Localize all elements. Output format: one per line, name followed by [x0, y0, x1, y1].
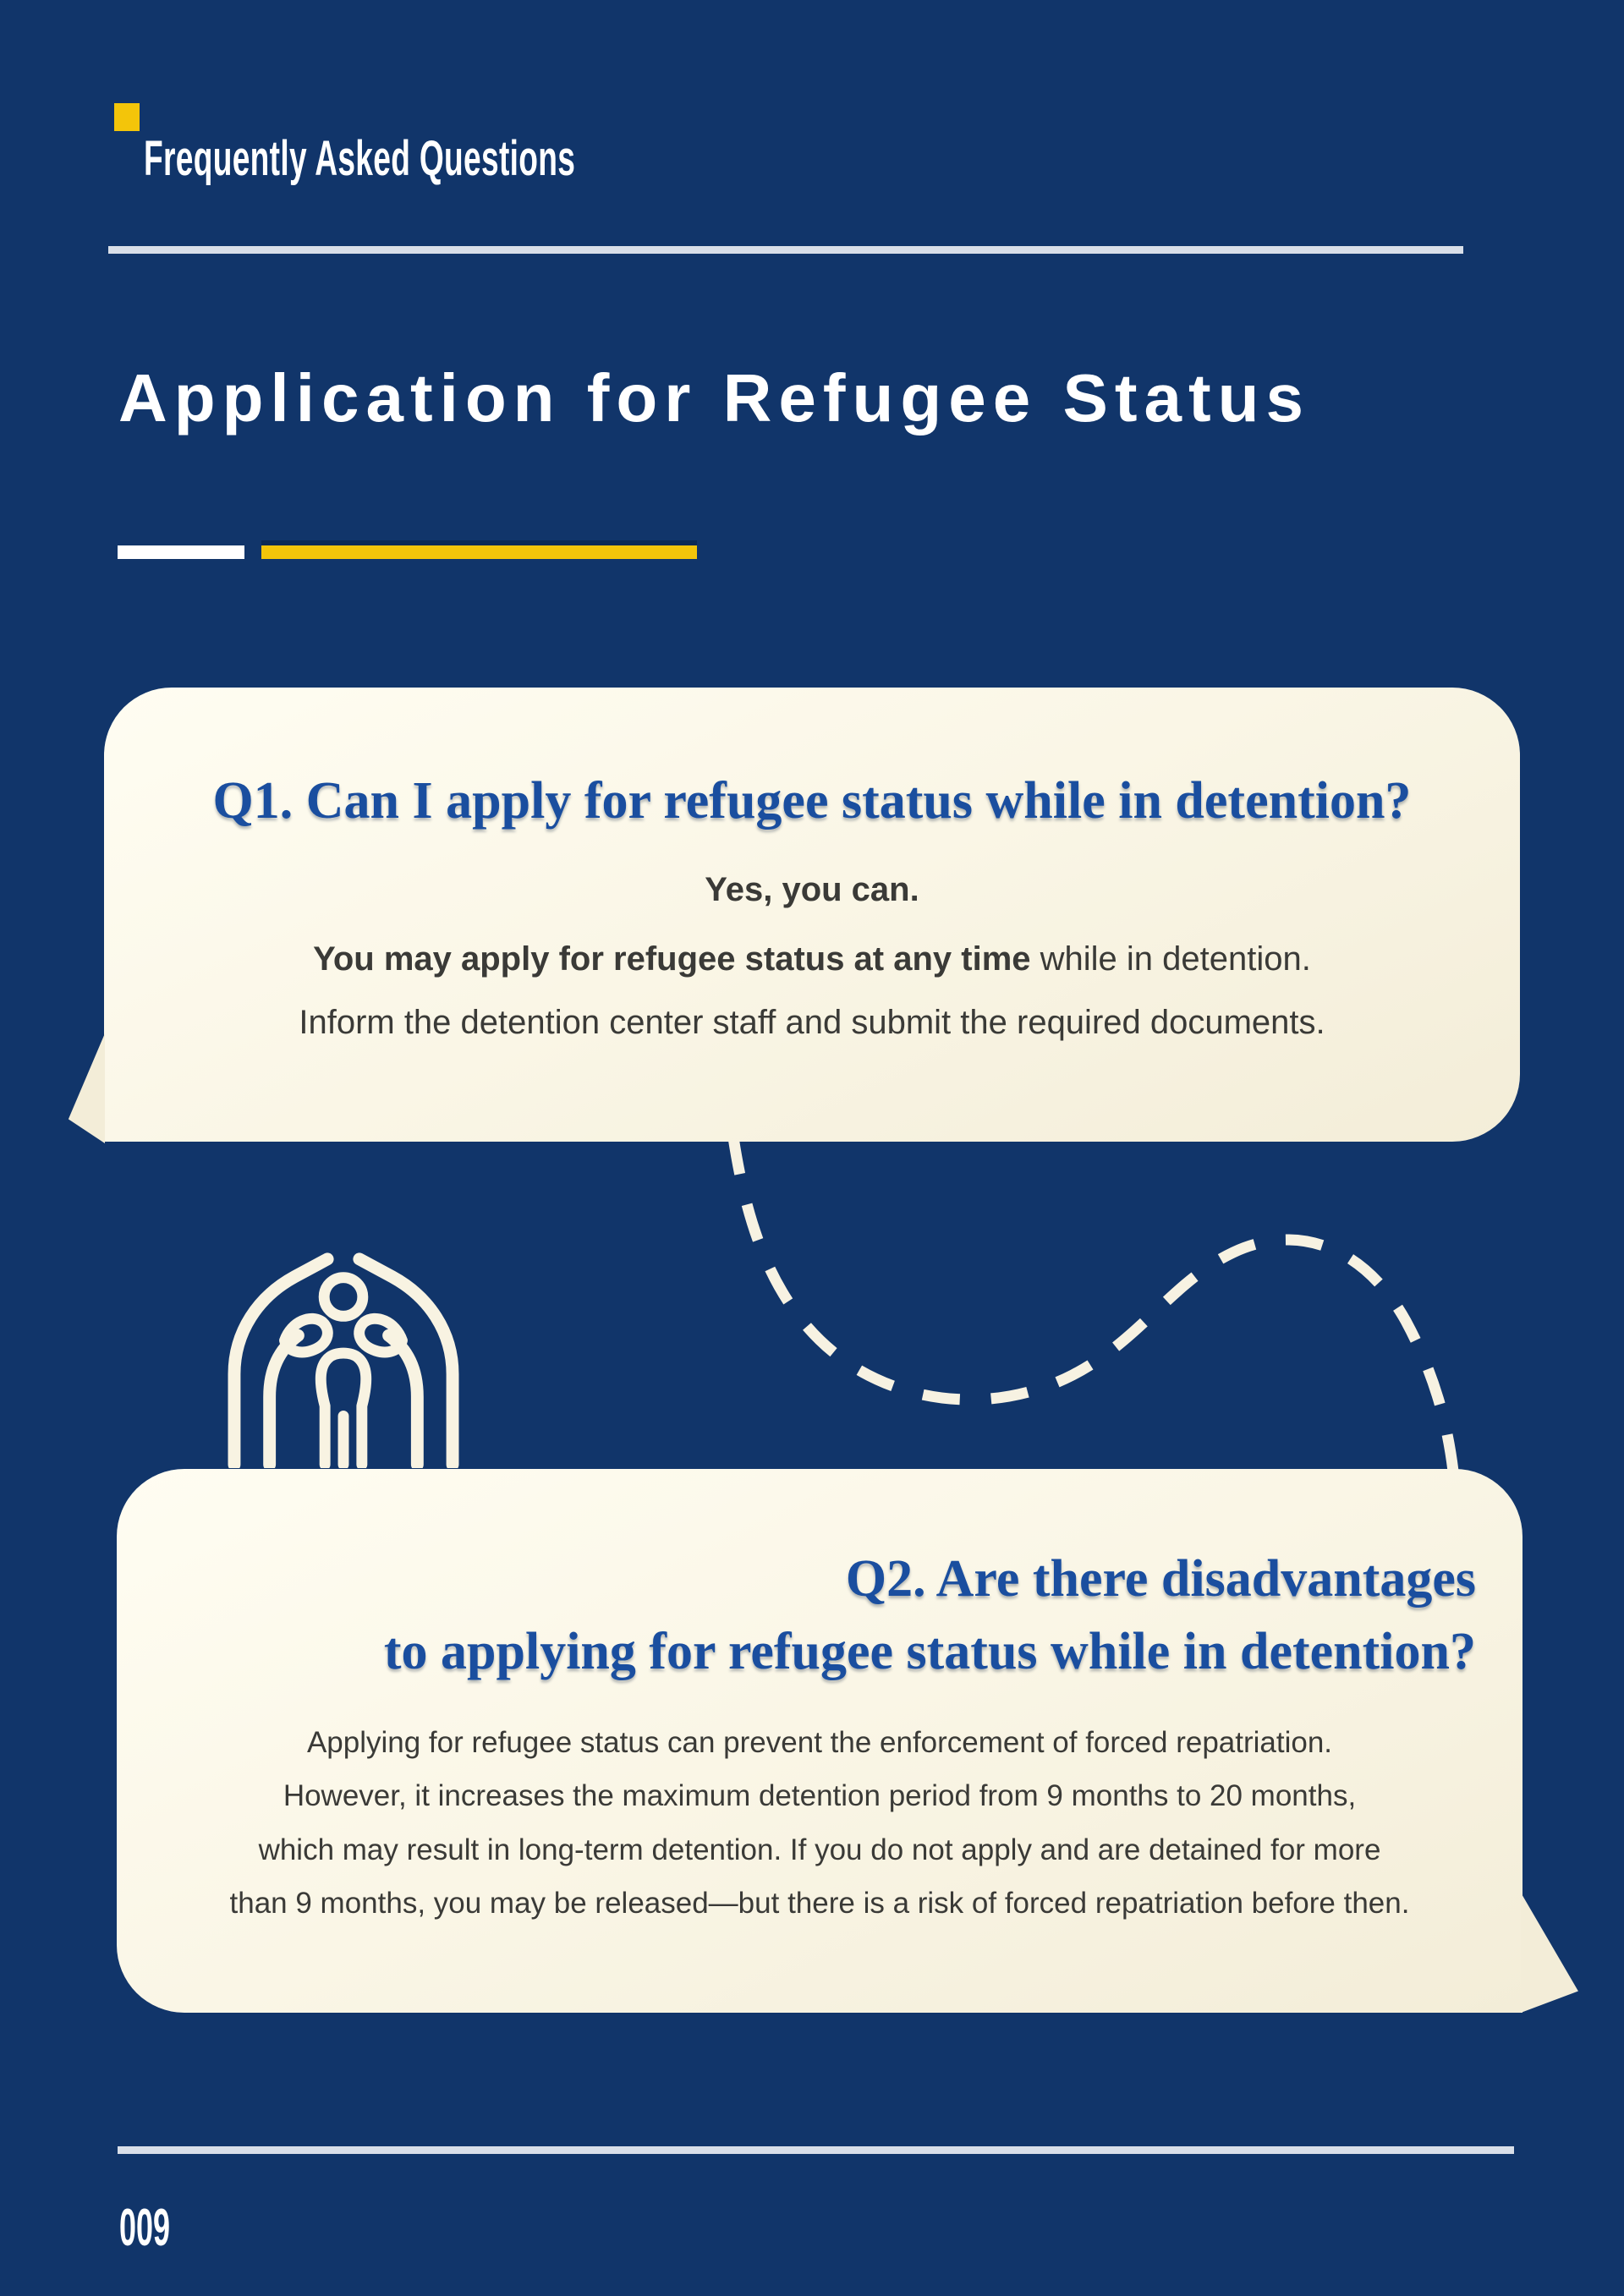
page-kicker: Frequently Asked Questions [144, 131, 576, 186]
q1-bubble [104, 688, 1520, 1142]
q2-bubble-tail [1521, 1893, 1580, 2013]
page-title: Application for Refugee Status [118, 360, 1310, 436]
q2-body-line4: than 9 months, you may be released—but there is a risk of forced repatriation before then. [229, 1887, 1410, 1920]
q1-answer-line2 [104, 942, 1520, 976]
q1-answer-line3: Inform the detention center staff and submit the required documents. [299, 1004, 1325, 1041]
q1-answer-line2-bold: You may apply for refugee status at any time [313, 940, 1031, 978]
q1-answer-line2-regular: while in detention. [1030, 940, 1311, 978]
accent-bar-white [118, 545, 244, 559]
q1-bubble-tail [63, 1033, 105, 1143]
bottom-divider-line [118, 2146, 1514, 2154]
page-number: 009 [119, 2199, 171, 2257]
q2-body-line2: However, it increases the maximum detention period from 9 months to 20 months, [283, 1779, 1357, 1812]
q2-body-line3: which may result in long-term detention. If you do not apply and are detained for more [258, 1833, 1381, 1866]
accent-bar-yellow [261, 545, 697, 559]
q2-body-line1: Applying for refugee status can prevent the enforcement of forced repatriation. [306, 1726, 1333, 1759]
q1-answer-emphasis: Yes, you can. [705, 871, 919, 908]
kicker-accent-square [114, 103, 140, 131]
hands-sheltering-person-icon [217, 1241, 470, 1468]
top-divider-line [108, 246, 1463, 254]
q1-heading: Q1. Can I apply for refugee status while in detention? [212, 772, 1412, 830]
q2-heading-line1: Q2. Are there disadvantages [845, 1550, 1476, 1608]
q2-heading-line2: to applying for refugee status while in detention? [383, 1623, 1476, 1680]
